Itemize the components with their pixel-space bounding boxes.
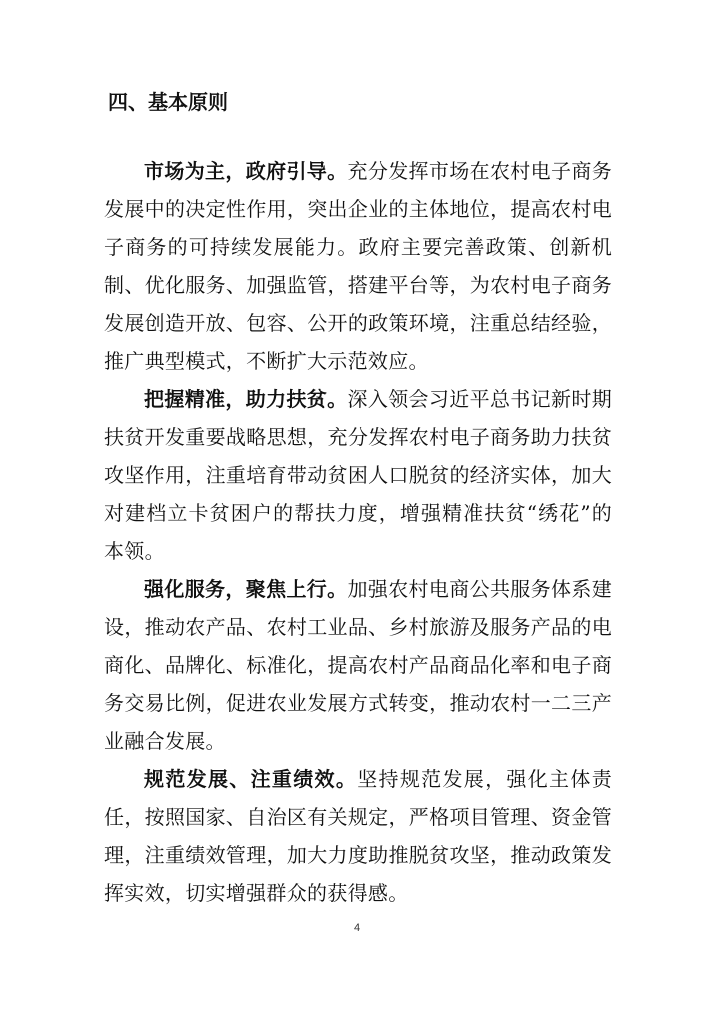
principle-text: 加强农村电商公共服务体系建设，推动农产品、农村工业品、乡村旅游及服务产品的电商化、品牌化、标准化，提高农村产品商品化率和电子商务交易比例，促进农业发展方式转变，推动农村一二三产业融合发展。 xyxy=(104,577,612,753)
principle-text: 深入领会习近平总书记新时期扶贫开发重要战略思想，充分发挥农村电子商务助力扶贫攻坚作用，注重培育带动贫困人口脱贫的经济实体，加大对建档立卡贫困户的帮扶力度，增强精准扶贫“绣花”的本领。 xyxy=(104,387,612,563)
principle-lead: 规范发展、注重绩效。 xyxy=(144,767,358,791)
principle-paragraph-service xyxy=(104,570,612,760)
page-number: 4 xyxy=(353,922,361,934)
principle-text: 坚持规范发展，强化主体责任，按照国家、自治区有关规定，严格项目管理、资金管理，注重绩效管理，加大力度助推脱贫攻坚，推动政策发挥实效，切实增强群众的获得感。 xyxy=(104,767,612,905)
principle-lead: 把握精准，助力扶贫。 xyxy=(144,387,348,411)
principles-body xyxy=(104,152,612,912)
principle-lead: 市场为主，政府引导。 xyxy=(144,159,348,183)
principle-paragraph-performance xyxy=(104,760,612,912)
section-heading: 四、基本原则 xyxy=(108,90,228,114)
principle-lead: 强化服务，聚焦上行。 xyxy=(144,577,348,601)
principle-text: 充分发挥市场在农村电子商务发展中的决定性作用，突出企业的主体地位，提高农村电子商务的可持续发展能力。政府主要完善政策、创新机制、优化服务、加强监管，搭建平台等，为农村电子商务发展创造开放、包容、公开的政策环境，注重总结经验，推广典型模式，不断扩大示范效应。 xyxy=(104,159,612,373)
principle-paragraph-poverty xyxy=(104,380,612,570)
principle-paragraph-market xyxy=(104,152,612,380)
